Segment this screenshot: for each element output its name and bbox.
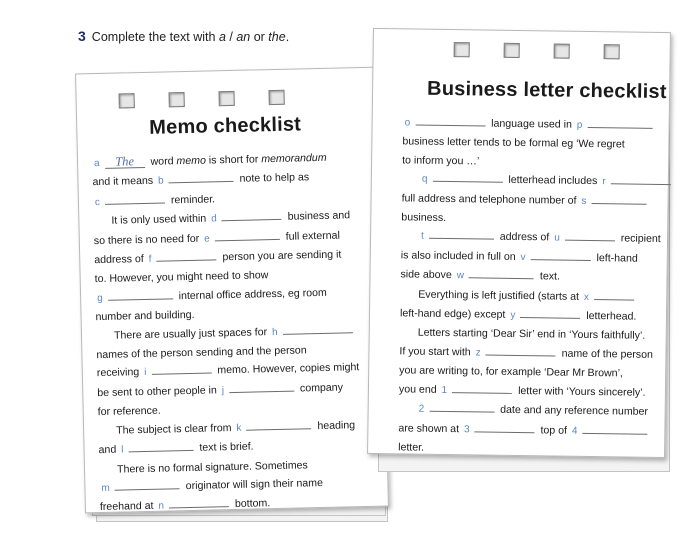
- gap-q[interactable]: [432, 172, 502, 183]
- gap-4[interactable]: [583, 423, 648, 434]
- gap-1[interactable]: [452, 383, 512, 394]
- gap-y[interactable]: [520, 308, 580, 319]
- gap-n[interactable]: [169, 497, 229, 508]
- gap-x[interactable]: [594, 290, 634, 301]
- gap-t[interactable]: [429, 229, 494, 240]
- gap-a-answer: The: [104, 155, 144, 169]
- gap-h[interactable]: [282, 323, 352, 335]
- letter-text: o language used in p business letter tends to be formal eg ‘We regret to inform you …’ q letterhead includes r full address and telephone number of s business. t address of u recipient is also included in full on v left-hand side above w text. Everything is left justified (starts at x left-hand edge) except y letterhead. Letters starting ‘Dear Sir’ end in ‘Yours faithfully’. If you start with z name of the person you are writing to, for example ‘Dear Mr Brown’, you end 1 letter with ‘Yours sincerely’. 2 date and any reference number are shown at 3 top of 4 letter.: [398, 113, 663, 460]
- gap-m[interactable]: [115, 479, 180, 490]
- letter-card-binding: [454, 42, 654, 60]
- gap-k[interactable]: [246, 419, 311, 430]
- letter-title: Business letter checklist: [426, 77, 667, 104]
- gap-d[interactable]: [222, 210, 282, 221]
- binding-hole-icon: [454, 42, 470, 57]
- binding-hole-icon: [604, 44, 620, 59]
- exercise-number: 3: [78, 28, 86, 44]
- gap-s[interactable]: [591, 194, 646, 205]
- gap-b[interactable]: [169, 172, 234, 183]
- gap-2[interactable]: [429, 402, 494, 413]
- gap-i[interactable]: [151, 364, 211, 375]
- memo-card-binding: [119, 89, 319, 109]
- gap-f[interactable]: [156, 250, 216, 261]
- gap-u[interactable]: [565, 231, 615, 242]
- binding-hole-icon: [218, 91, 234, 106]
- gap-p[interactable]: [587, 118, 652, 129]
- binding-hole-icon: [554, 43, 570, 58]
- letter-card: [367, 28, 671, 458]
- gap-w[interactable]: [469, 269, 534, 280]
- memo-title: Memo checklist: [149, 113, 302, 139]
- gap-j[interactable]: [229, 381, 294, 392]
- gap-z[interactable]: [486, 345, 556, 356]
- binding-hole-icon: [119, 93, 135, 108]
- binding-hole-icon: [504, 43, 520, 58]
- gap-l[interactable]: [128, 441, 193, 452]
- gap-r[interactable]: [611, 174, 671, 185]
- memo-text: a The word memo is short for memorandum and it means b note to help as c reminder. It is only used within d business and so there is no need for e full external address of f person you are sending it to. However, you might need to show g internal office address, eg room number and building. There are usually just spaces for h names of the person sending and the person receiving i memo. However, copies might be sent to other people in j company for reference. The subject is clear from k heading and l text is brief. There is no formal signature. Sometimes m originator will sign their name freehand at n bottom.: [92, 151, 360, 514]
- gap-c[interactable]: [105, 193, 165, 204]
- gap-e[interactable]: [215, 230, 280, 241]
- memo-card: [75, 67, 389, 514]
- gap-3[interactable]: [475, 422, 535, 433]
- gap-v[interactable]: [531, 250, 591, 261]
- exercise-instruction: 3 Complete the text with a / an or the.: [78, 28, 290, 44]
- binding-hole-icon: [268, 90, 284, 105]
- binding-hole-icon: [169, 92, 185, 107]
- gap-o[interactable]: [415, 116, 485, 127]
- gap-g[interactable]: [108, 289, 173, 300]
